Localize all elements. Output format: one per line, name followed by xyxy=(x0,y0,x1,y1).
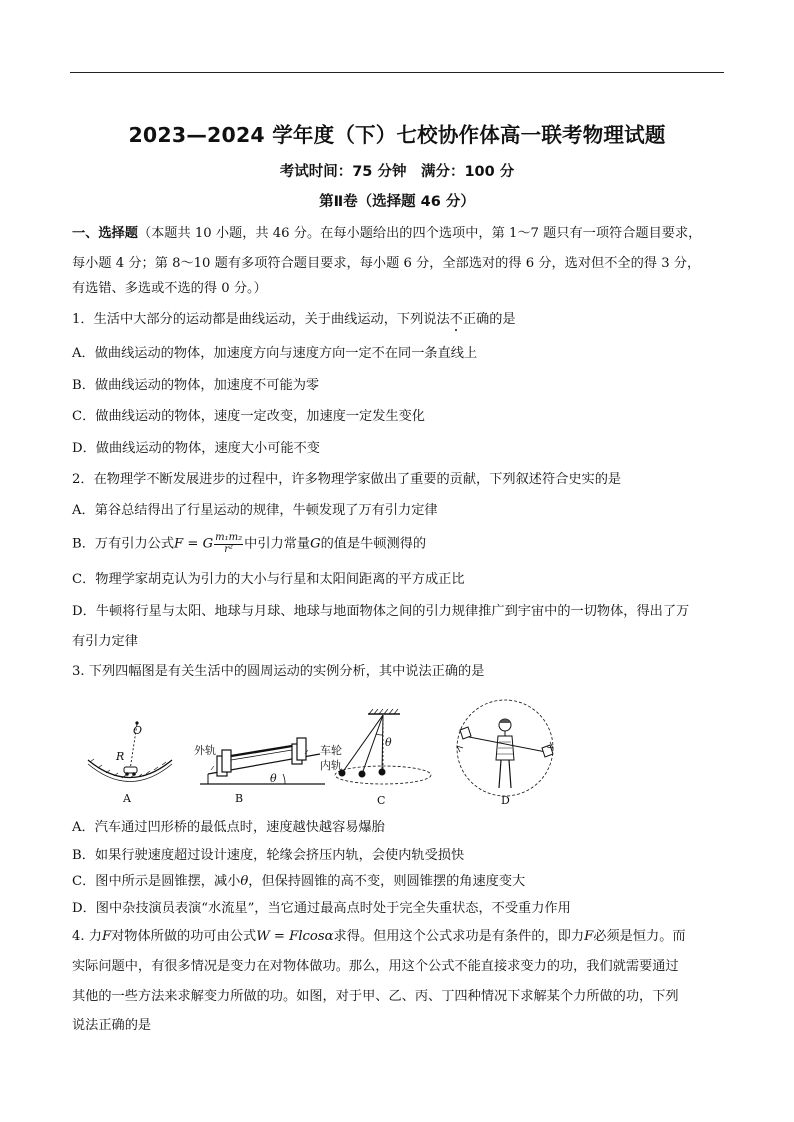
q1-stem: 1．生活中大部分的运动都是曲线运动，关于曲线运动，下列说法不正确的是 xyxy=(72,312,516,327)
figure-d-water-meteor xyxy=(457,700,553,796)
instructions-heading: 一、选择题 xyxy=(72,226,138,241)
label-inner-rail: 内轨 xyxy=(320,759,342,772)
q2-option-a: A．第谷总结得出了行星运动的规律，牛顿发现了万有引力定律 xyxy=(72,503,438,518)
q1-option-c: C．做曲线运动的物体，速度一定改变，加速度一定发生变化 xyxy=(72,409,425,424)
label-outer-rail: 外轨 xyxy=(194,744,216,757)
section-title: 第Ⅱ卷（选择题 46 分） xyxy=(319,194,475,210)
figure-label-a: A xyxy=(123,792,131,805)
instructions-line-1: 一、选择题（本题共 10 小题，共 46 分。在每小题给出的四个选项中，第 1～7 题只有一项符合题目要求， xyxy=(72,226,702,241)
q3-figures xyxy=(80,690,640,810)
q3-figures-svg xyxy=(80,690,640,810)
q2-option-d-line-2: 有引力定律 xyxy=(72,634,138,649)
gravitation-fraction: $\frac{\text{m₁m₂}}{\text{r²}}$ xyxy=(215,532,243,555)
header-rule xyxy=(70,72,724,73)
instructions-line-2: 每小题 4 分；第 8～10 题有多项符合题目要求，每小题 6 分，全部选对的得 6 分，选对但不全的得 3 分， xyxy=(72,256,701,271)
q3-option-c: C．图中所示是圆锥摆，减小θ，但保持圆锥的高不变，则圆锥摆的角速度变大 xyxy=(72,874,526,889)
figure-label-d: D xyxy=(501,794,510,807)
exam-info: 考试时间：75 分钟 满分：100 分 xyxy=(279,164,515,180)
q4-line-4: 说法正确的是 xyxy=(72,1018,152,1033)
instructions-line-3: 有选错、多选或不选的得 0 分。） xyxy=(72,281,267,296)
figure-c-conical-pendulum xyxy=(335,709,431,784)
emphasis-dot: 不 xyxy=(449,312,463,327)
q4-line-2: 实际问题中，有很多情况是变力在对物体做功。那么，用这个公式不能直接求变力的功，我们就需要通过 xyxy=(72,959,679,974)
label-theta-b: θ xyxy=(270,772,277,785)
label-theta-c: θ xyxy=(385,736,392,749)
q1-option-d: D．做曲线运动的物体，速度大小可能不变 xyxy=(72,441,320,456)
label-r: R xyxy=(116,750,125,763)
q1-option-a: A．做曲线运动的物体，加速度方向与速度方向一定不在同一条直线上 xyxy=(72,346,478,361)
label-o: O xyxy=(133,724,143,737)
q3-stem: 3. 下列四幅图是有关生活中的圆周运动的实例分析，其中说法正确的是 xyxy=(72,664,485,679)
q4-line-1: 4. 力F对物体所做的功可由公式W = Flcosα求得。但用这个公式求功是有条件的，即力F必须是恒力。而 xyxy=(72,929,686,944)
q2-stem: 2．在物理学不断发展进步的过程中，许多物理学家做出了重要的贡献，下列叙述符合史实的是 xyxy=(72,472,622,487)
q4-line-3: 其他的一些方法来求解变力所做的功。如图，对于甲、乙、丙、丁四种情况下求解某个力所做的功，下列 xyxy=(72,989,679,1004)
figure-a-concave-bridge xyxy=(88,721,172,781)
q1-option-b: B．做曲线运动的物体，加速度不可能为零 xyxy=(72,378,320,393)
q3-option-b: B．如果行驶速度超过设计速度，轮缘会挤压内轨，会使内轨受损快 xyxy=(72,848,465,863)
figure-b-banked-track xyxy=(200,738,325,784)
q2-option-b: B．万有引力公式F = G $\frac{\text{m₁m₂}}{\text{r²}}$ 中引力常量G的值是牛顿测得的 xyxy=(72,532,427,555)
label-wheel: 车轮 xyxy=(320,744,342,757)
q3-option-a: A．汽车通过凹形桥的最低点时，速度越快越容易爆胎 xyxy=(72,820,385,835)
q3-option-d: D．图中杂技演员表演“水流星”，当它通过最高点时处于完全失重状态，不受重力作用 xyxy=(72,901,571,916)
exam-title: 2023—2024 学年度（下）七校协作体高一联考物理试题 xyxy=(128,123,666,147)
q2-option-d-line-1: D．牛顿将行星与太阳、地球与月球、地球与地面物体之间的引力规律推广到宇宙中的一切物体，得出了万 xyxy=(72,604,690,619)
q2-option-c: C．物理学家胡克认为引力的大小与行星和太阳间距离的平方成正比 xyxy=(72,572,465,587)
figure-label-b: B xyxy=(235,792,244,805)
figure-label-c: C xyxy=(377,794,386,807)
